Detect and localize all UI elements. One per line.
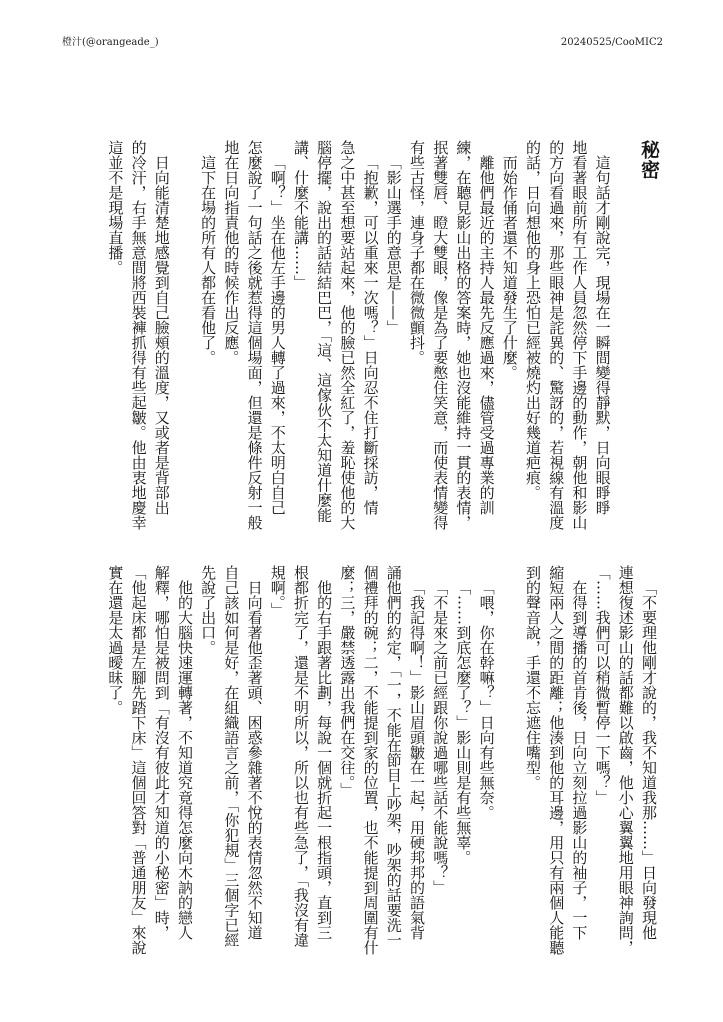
- paragraph: [335, 565, 428, 965]
- paragraph: [103, 140, 173, 540]
- text-column: 這下在場的所有人都在看他了。: [199, 155, 218, 365]
- text-column: 「不要理他剛才說的，我不知道我那……」日向發現他: [640, 580, 658, 940]
- text-column: 日向能清楚地感覺到自己臉頰的溫度，又或者是背部出: [152, 155, 171, 515]
- paragraph: [219, 140, 289, 540]
- text-column: 「喂，你在幹嘛？」日向有些無奈。: [477, 580, 496, 820]
- text-column: 腦停擺，說出的話結結巴巴，「這、這傢伙不太知道什麼能: [315, 140, 334, 523]
- text-column: 「我記得啊！」影山眉頭皺在一起，用硬邦邦的語氣背: [407, 580, 426, 940]
- text-column: 連想復述影山的話都難以啟齒，他小心翼翼地用眼神詢問，: [616, 565, 635, 955]
- paragraph: [289, 140, 382, 540]
- paragraph: [103, 565, 196, 965]
- text-column: 而始作俑者還不知道發生了什麼。: [500, 155, 519, 380]
- paragraph: [498, 140, 521, 540]
- text-column: 講、什麼不能講……」: [291, 140, 310, 290]
- paragraph: [451, 565, 474, 965]
- text-column: 縮短兩人之間的距離；他湊到他的耳邊，用只有兩個人能聽: [547, 565, 566, 955]
- text-column: 急之中甚至想要站起來，他的臉已然全紅了，羞恥使他的大: [338, 140, 357, 530]
- paragraph: [382, 140, 405, 540]
- lower-text-tier: [103, 565, 660, 965]
- upper-text-tier: [103, 140, 660, 540]
- text-column: 有些古怪，連身子都在微微顫抖。: [407, 140, 426, 365]
- text-column: 「他起床都是左腳先踏下床」這個回答對「普通朋友」來說: [129, 565, 148, 955]
- text-column: 這句話才剛說完，現場在一瞬間變得靜默，日向眼睜睜: [593, 155, 612, 515]
- text-column: 解釋，哪怕是被問到「有沒有彼此才知道的小秘密」時，: [152, 565, 171, 940]
- paragraph: [196, 565, 266, 965]
- paragraph: [521, 140, 614, 540]
- paragraph: [474, 565, 497, 965]
- paragraph: [196, 140, 219, 540]
- text-column: 這並不是現場直播。: [106, 140, 125, 275]
- paragraph: [266, 565, 336, 965]
- text-column: 「啊？」坐在他左手邊的男人轉了過來，不太明白自己: [268, 155, 287, 515]
- text-column: 日向看著他歪著頭、困惑參雜著不悅的表情忽然不知道: [245, 580, 264, 940]
- text-column: 到的聲音說，手還不忘遮住嘴型。: [523, 565, 542, 790]
- text-column: 「影山選手的意思是——」: [384, 155, 403, 335]
- paragraph: [521, 565, 591, 965]
- text-column: 的冷汗，右手無意間將西裝褲抓得有些起皺。他由衷地慶幸: [129, 140, 148, 530]
- text-column: 個禮拜的碗；二，不能提到家的位置，也不能提到周圍有什: [361, 565, 380, 955]
- paragraph: [405, 140, 498, 540]
- blank-line: [173, 140, 196, 540]
- text-column: 先說了出口。: [199, 565, 218, 655]
- text-column: 他的右手跟著比劃，每說一個就折起一根指頭，直到三: [315, 580, 334, 940]
- text-column: 地看著眼前所有工作人員忽然停下手邊的動作，朝他和影山: [570, 140, 589, 530]
- text-column: 抿著雙唇、瞪大雙眼，像是為了要憋住笑意，而使表情變得: [431, 140, 450, 530]
- text-column: 麼；三，嚴禁透露出我們在交往。」: [338, 565, 357, 798]
- text-column: 「不是來之前已經跟你說過哪些話不能說嗎？」: [431, 580, 450, 895]
- blank-line: [614, 140, 637, 540]
- paragraph: [590, 565, 660, 965]
- text-column: 實在還是太過曖昧了。: [106, 565, 125, 715]
- text-column: 根都折完了，還是不明所以，所以也有些急了，「我沒有違: [291, 565, 310, 948]
- text-column: 練，在聽見影山出格的答案時，她也沒能維持一貫的表情，: [454, 140, 473, 530]
- paragraph: [428, 565, 451, 965]
- text-column: 的方向看過來，那些眼神是詫異的、驚訝的，若視線有溫度: [547, 140, 566, 530]
- text-column: 離他們最近的主持人最先反應過來，儘管受過專業的訓: [477, 155, 496, 515]
- blank-line: [498, 565, 521, 965]
- story-title: 秘密: [638, 140, 660, 180]
- text-column: 地在日向指責他的時候作出反應。: [222, 140, 241, 365]
- text-column: 「……到底怎麼了？」影山則是有些無辜。: [454, 580, 473, 865]
- text-column: 在得到導播的首肯後，日向立刻拉過影山的袖子，一下: [570, 580, 589, 940]
- event-info: 20240525/CooMIC2: [560, 37, 663, 48]
- text-column: 誦他們的約定，「一，不能在節目上吵架，吵架的話要洗一: [384, 565, 403, 948]
- text-column: 規啊。」: [268, 565, 287, 618]
- text-column: 怎麼說了一句話之後就惹得這個場面，但還是條件反射一般: [245, 140, 264, 530]
- text-column: 「……我們可以稍微暫停一下嗎？」: [593, 565, 612, 805]
- text-column: 的話，日向想他的身上恐怕已經被燒灼出好幾道疤痕。: [524, 140, 542, 500]
- text-column: 他的大腦快速運轉著，不知道究竟得怎麼向木訥的戀人: [175, 580, 194, 940]
- text-column: 「抱歉，可以重來一次嗎？」日向忍不住打斷採訪，情: [361, 155, 380, 515]
- text-column: 自己該如何是好，在組織語言之前，「你犯規」三個字已經: [222, 565, 241, 948]
- author-credit: 橙汁(@orangeade_): [62, 37, 159, 48]
